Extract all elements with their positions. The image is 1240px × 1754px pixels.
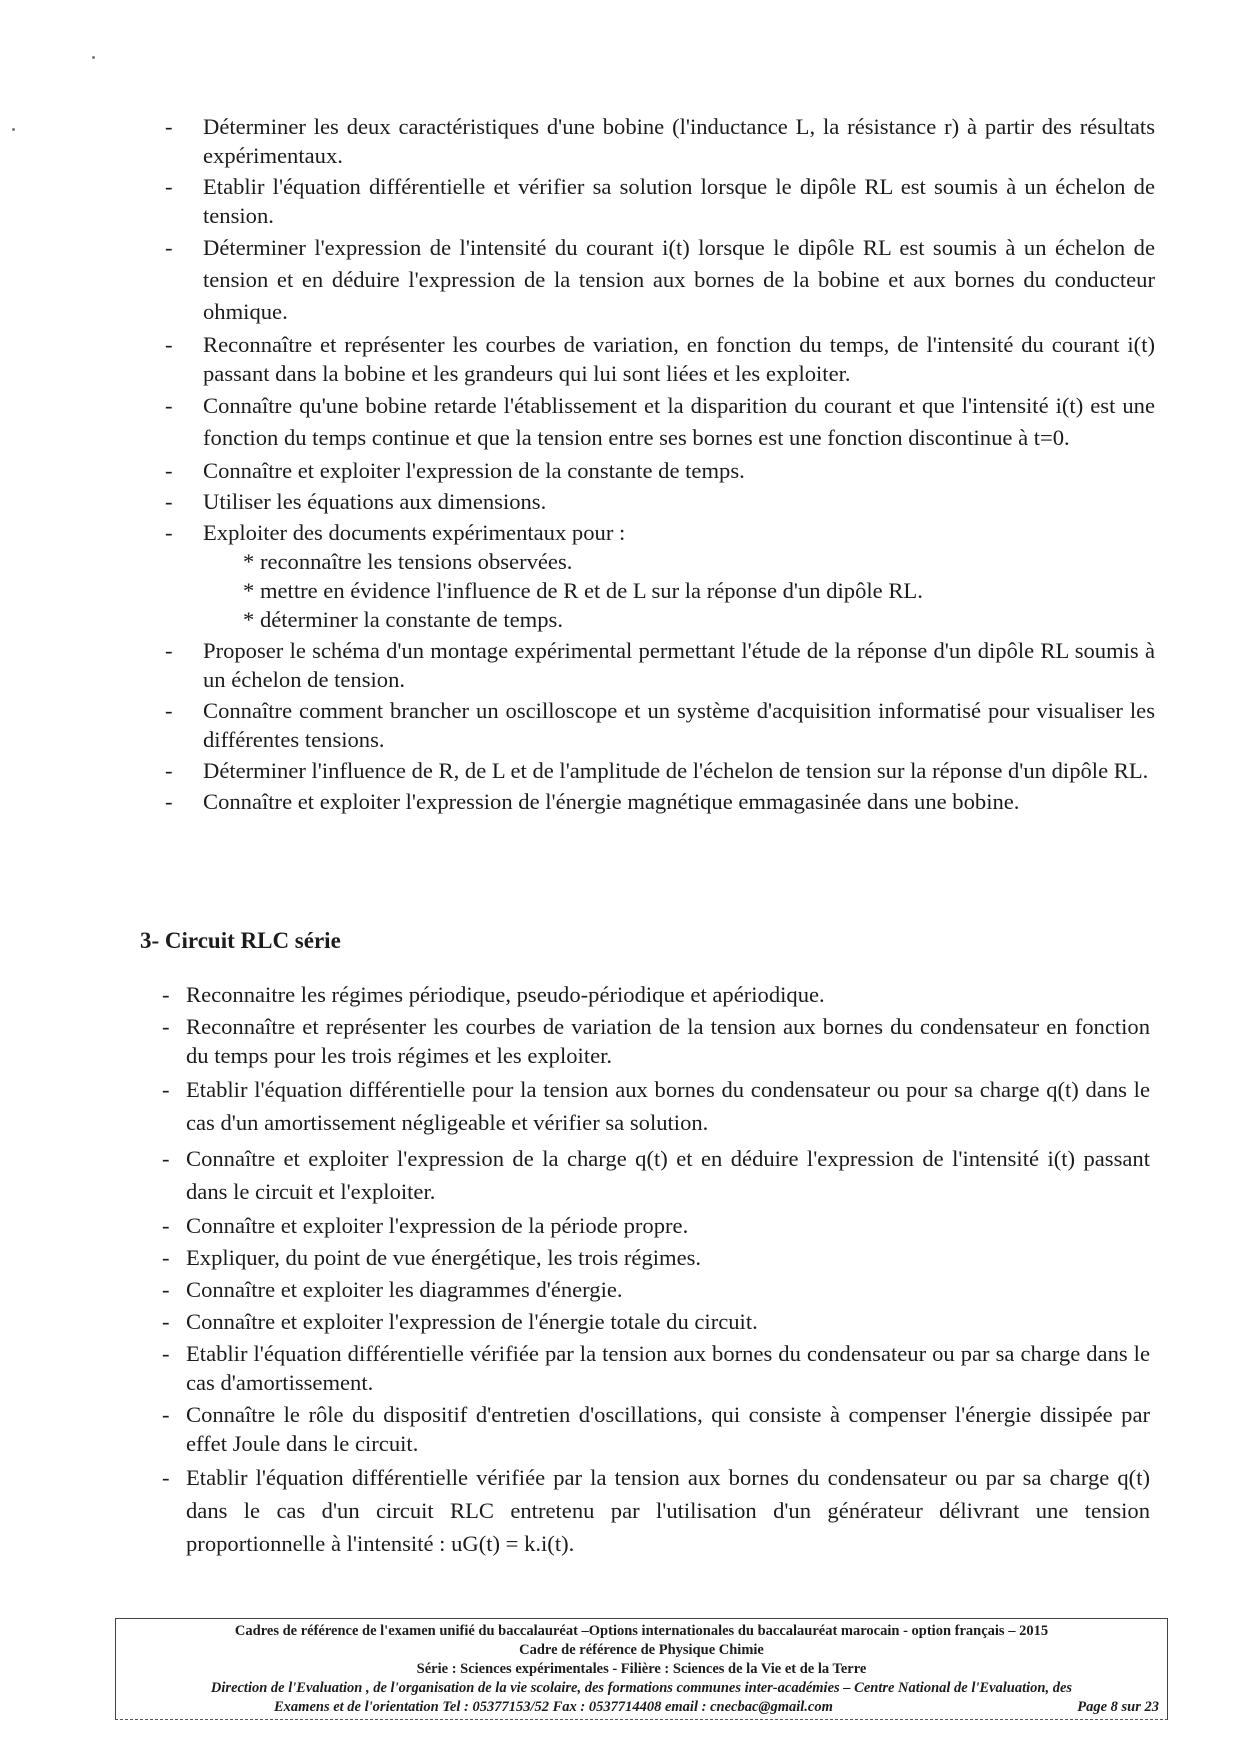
sub-list-item [243,576,1155,605]
list-item: - Connaître qu'une bobine retarde l'établissement et la disparition du courant et que l'intensité i(t) est une fonction du temps continue et que la tension entre ses bornes est une fonction discontinue à t=0. [165,390,1155,454]
sub-list-item-text: mettre en évidence l'influence de R et de L sur la réponse d'un dipôle RL. [259,578,923,603]
list-item-text: Exploiter des documents expérimentaux pour : [203,520,626,545]
page-footer [115,1618,1168,1720]
sub-list-item-text: reconnaître les tensions observées. [259,549,573,574]
list-item: - Etablir l'équation différentielle pour la tension aux bornes du condensateur ou pour sa charge q(t) dans le cas d'un amortissement négligeable et vérifier sa solution. [160,1073,1150,1139]
scan-speck [12,128,15,131]
list-item: - Déterminer l'influence de R, de L et de l'amplitude de l'échelon de tension sur la réponse d'un dipôle RL. [165,756,1155,785]
page-number: Page 8 sur 23 [1077,1699,1159,1715]
list-item: - Etablir l'équation différentielle vérifiée par la tension aux bornes du condensateur ou par sa charge dans le cas d'amortissement. [160,1339,1150,1397]
list-item: - Expliquer, du point de vue énergétique, les trois régimes. [160,1243,1150,1272]
list-item: - Connaître et exploiter l'expression de l'énergie magnétique emmagasinée dans une bobine. [165,787,1155,816]
list-item: - Connaître comment brancher un oscilloscope et un système d'acquisition informatisé pour visualiser les différentes tensions. [165,696,1155,754]
footer-line: Cadres de référence de l'examen unifié du baccalauréat –Options internationales du baccalauréat marocain - option français – 2015 [234,1623,1049,1639]
footer-contact: Examens et de l'orientation Tel : 05377153/52 Fax : 0537714408 email : cnecbac@gmail.com [274,1699,833,1715]
list-item: - Utiliser les équations aux dimensions. [165,487,1155,516]
footer-line: Direction de l'Evaluation , de l'organisation de la vie scolaire, des formations communes inter-académies – Centre National de l'Evaluation, des [210,1680,1073,1696]
list-item: - Etablir l'équation différentielle vérifiée par la tension aux bornes du condensateur ou par sa charge q(t) dans le cas d'un circuit RLC entretenu par l'utilisation d'un générateur délivrant une tension proportionnelle à l'intensité : uG(t) = k.i(t). [160,1461,1150,1560]
sub-list-item [243,547,1155,576]
section2-objectives-list [165,112,1155,818]
section3-objectives-list [160,980,1150,1563]
list-item: - Reconnaître et représenter les courbes de variation de la tension aux bornes du condensateur en fonction du temps pour les trois régimes et les exploiter. [160,1012,1150,1070]
list-item: - Connaître et exploiter l'expression de la charge q(t) et en déduire l'expression de l'intensité i(t) passant dans le circuit et l'exploiter. [160,1142,1150,1208]
list-item-with-subitems [165,518,1155,634]
list-item: - Connaître et exploiter l'expression de la période propre. [160,1211,1150,1240]
list-item: - Connaître le rôle du dispositif d'entretien d'oscillations, qui consiste à compenser l'énergie dissipée par effet Joule dans le circuit. [160,1400,1150,1458]
list-item: - Connaître et exploiter les diagrammes d'énergie. [160,1275,1150,1304]
footer-contact-row [124,1698,1159,1717]
section-heading: 3- Circuit RLC série [140,928,341,953]
list-item: - Déterminer l'expression de l'intensité du courant i(t) lorsque le dipôle RL est soumis à un échelon de tension et en déduire l'expression de la tension aux bornes de la bobine et aux bornes du conducteur ohmique. [165,232,1155,328]
list-item: - Reconnaître et représenter les courbes de variation, en fonction du temps, de l'intensité du courant i(t) passant dans la bobine et les grandeurs qui lui sont liées et les exploiter. [165,330,1155,388]
footer-line: Série : Sciences expérimentales - Filière : Sciences de la Vie et de la Terre [416,1661,867,1677]
scan-speck [92,56,95,59]
sub-list [203,547,1155,634]
sub-list-item-text: déterminer la constante de temps. [259,607,563,632]
list-item: - Reconnaitre les régimes périodique, pseudo-périodique et apériodique. [160,980,1150,1009]
list-item: - Déterminer les deux caractéristiques d'une bobine (l'inductance L, la résistance r) à partir des résultats expérimentaux. [165,112,1155,170]
list-item: - Etablir l'équation différentielle et vérifier sa solution lorsque le dipôle RL est soumis à un échelon de tension. [165,172,1155,230]
list-item: - Connaître et exploiter l'expression de la constante de temps. [165,456,1155,485]
sub-list-item [243,605,1155,634]
list-item: - Proposer le schéma d'un montage expérimental permettant l'étude de la réponse d'un dipôle RL soumis à un échelon de tension. [165,636,1155,694]
list-item: - Connaître et exploiter l'expression de l'énergie totale du circuit. [160,1307,1150,1336]
footer-line: Cadre de référence de Physique Chimie [519,1642,764,1658]
